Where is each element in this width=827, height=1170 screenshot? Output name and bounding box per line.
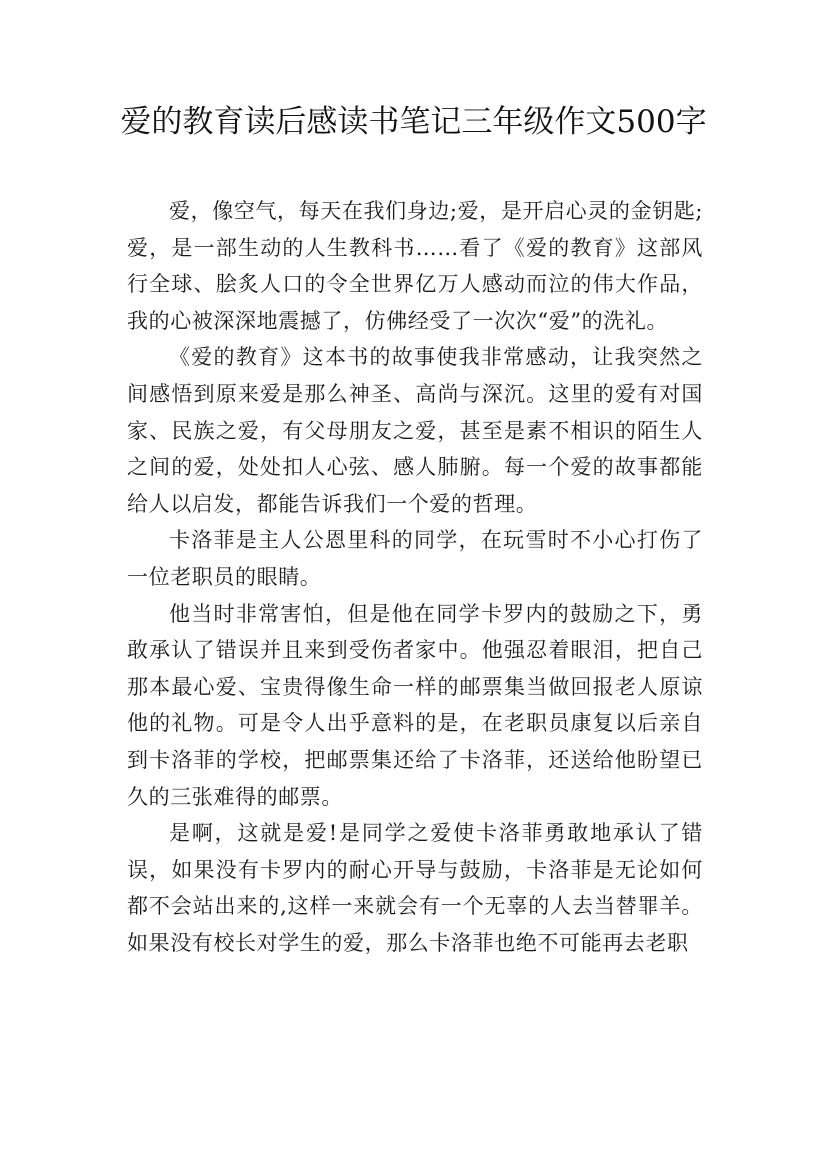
document-title: 爱的教育读后感读书笔记三年级作文500字 xyxy=(120,104,707,140)
paragraph: 爱，像空气，每天在我们身边;爱，是开启心灵的金钥匙;爱，是一部生动的人生教科书……看了《爱的教育》这部风行全球、脍炙人口的令全世界亿万人感动而泣的伟大作品，我的心被深深地震撼了，仿佛经受了一次次“爱”的洗礼。 xyxy=(127,199,703,333)
paragraph: 卡洛菲是主人公恩里科的同学，在玩雪时不小心打伤了一位老职员的眼睛。 xyxy=(127,528,703,589)
paragraph: 《爱的教育》这本书的故事使我非常感动，让我突然之间感悟到原来爱是那么神圣、高尚与深沉。这里的爱有对国家、民族之爱，有父母朋友之爱，甚至是素不相识的陌生人之间的爱，处处扣人心弦、感人肺腑。每一个爱的故事都能给人以启发，都能告诉我们一个爱的哲理。 xyxy=(127,345,703,516)
paragraph: 他当时非常害怕，但是他在同学卡罗内的鼓励之下，勇敢承认了错误并且来到受伤者家中。他强忍着眼泪，把自己那本最心爱、宝贵得像生命一样的邮票集当做回报老人原谅他的礼物。可是令人出乎意料的是，在老职员康复以后亲自到卡洛菲的学校，把邮票集还给了卡洛菲，还送给他盼望已久的三张难得的邮票。 xyxy=(127,601,703,809)
paragraph: 是啊，这就是爱!是同学之爱使卡洛菲勇敢地承认了错误，如果没有卡罗内的耐心开导与鼓励，卡洛菲是无论如何都不会站出来的,这样一来就会有一个无辜的人去当替罪羊。如果没有校长对学生的爱，那么卡洛菲也绝不可能再去老职 xyxy=(127,821,703,955)
document-body xyxy=(127,193,703,961)
